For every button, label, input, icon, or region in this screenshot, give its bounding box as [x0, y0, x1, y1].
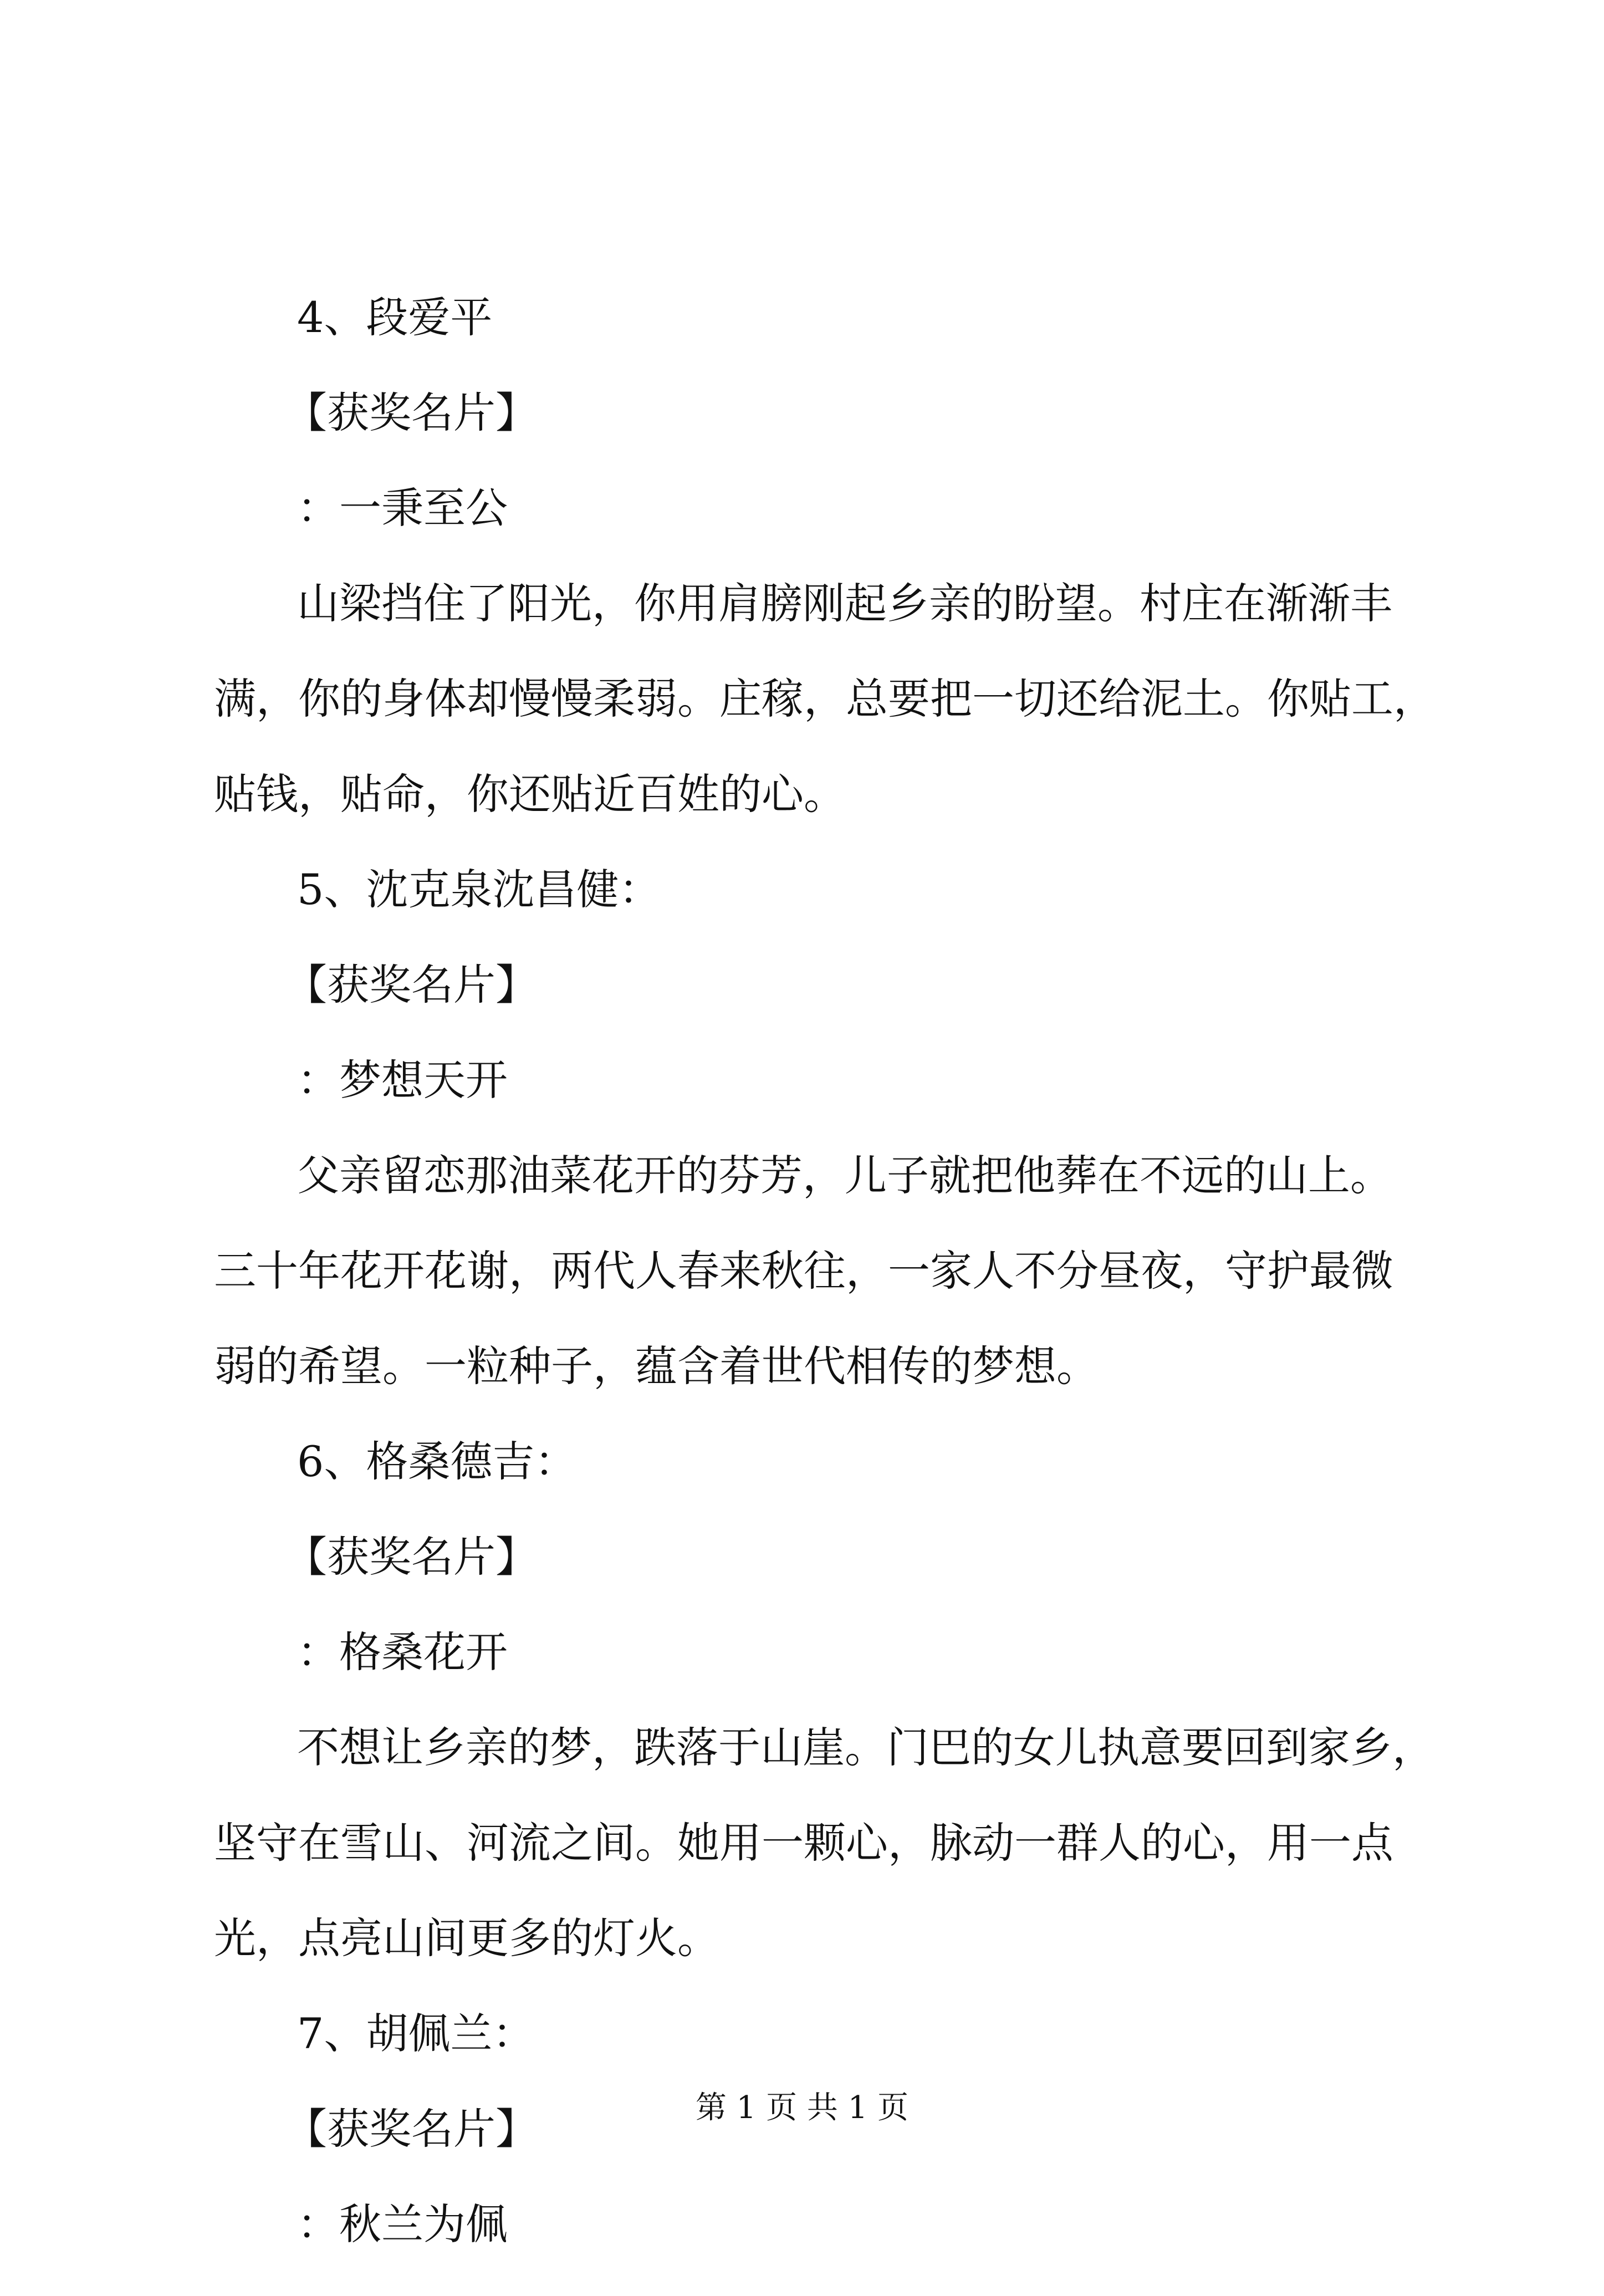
entry-paragraph: [214, 1723, 1434, 1963]
entry-paragraph: [214, 1152, 1411, 1390]
award-tag-text: 【获奖名片】: [285, 960, 538, 1009]
award-tag-text: 【获奖名片】: [285, 2104, 538, 2154]
award-tag: [214, 1533, 1411, 1581]
paragraph-line: 三十年花开花谢，两代人春来秋往，一家人不分昼夜，守护最微: [214, 1246, 1393, 1295]
award-name: ：一秉至公: [297, 483, 508, 533]
award-tag-text: 【获奖名片】: [285, 388, 538, 437]
award-name: ：梦想天开: [297, 1055, 508, 1105]
award-name: ：秋兰为佩: [297, 2200, 508, 2249]
entry-heading: 7、胡佩兰：: [297, 2009, 535, 2058]
entry-paragraph: [214, 579, 1436, 819]
page-footer: 第 1 页 共 1 页: [695, 2090, 909, 2126]
entry-heading: 4、段爱平: [297, 293, 493, 342]
entry-heading: 5、沈克泉沈昌健：: [297, 865, 661, 914]
document-body: [214, 293, 1436, 2296]
award-tag: [214, 961, 1411, 1009]
paragraph-line: 贴钱，贴命，你还贴近百姓的心。: [214, 769, 846, 819]
paragraph-line: 父亲留恋那油菜花开的芬芳，儿子就把他葬在不远的山上。: [297, 1151, 1392, 1200]
paragraph-line: 弱的希望。一粒种子，蕴含着世代相传的梦想。: [214, 1341, 1099, 1391]
paragraph-line: 坚守在雪山、河流之间。她用一颗心，脉动一群人的心，用一点: [214, 1818, 1393, 1868]
award-tag-text: 【获奖名片】: [285, 1532, 538, 1581]
entry-heading: 6、格桑德吉：: [297, 1437, 577, 1486]
award-name: ：格桑花开: [297, 1627, 508, 1677]
paragraph-line: 山梁挡住了阳光，你用肩膀刚起乡亲的盼望。村庄在渐渐丰: [297, 579, 1392, 628]
paragraph-line: 光，点亮山间更多的灯火。: [214, 1914, 719, 1963]
paragraph-line: 不想让乡亲的梦，跌落于山崖。门巴的女儿执意要回到家乡，: [297, 1723, 1434, 1772]
award-tag: [214, 389, 1411, 437]
paragraph-line: 满，你的身体却慢慢柔弱。庄稼，总要把一切还给泥土。你贴工，: [214, 674, 1436, 723]
